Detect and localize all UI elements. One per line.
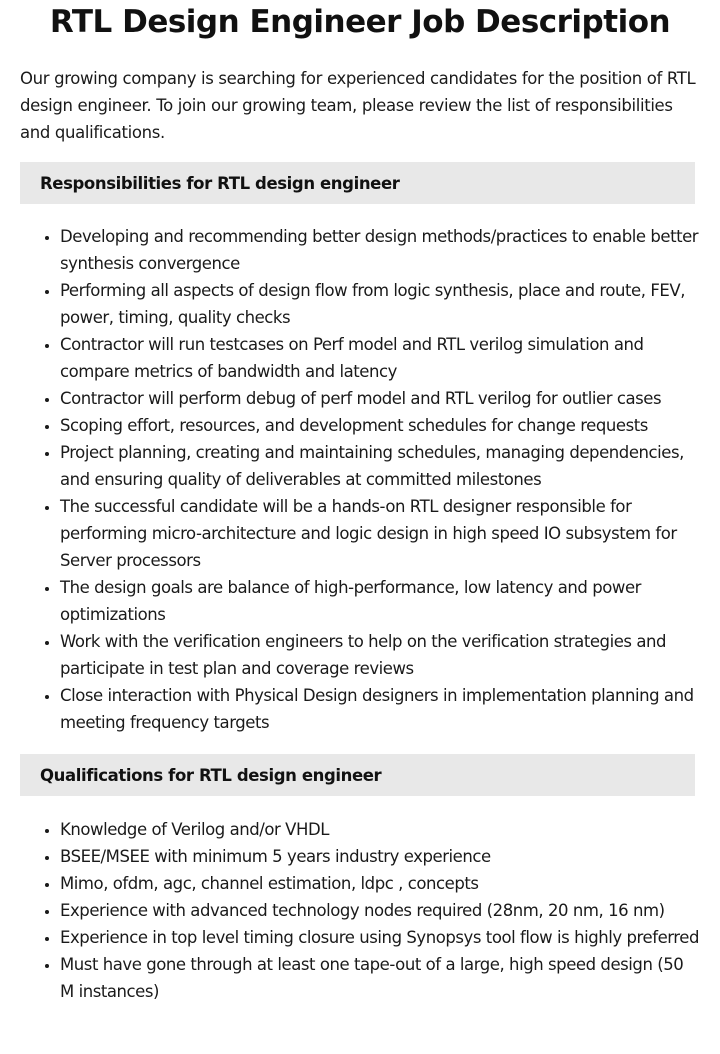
list-item: • Contractor will perform debug of perf model and RTL verilog for outlier cases [60,385,700,412]
list-item: • Must have gone through at least one tape-out of a large, high speed design (50 M instances) [60,951,700,1005]
intro-paragraph: Our growing company is searching for experienced candidates for the position of RTL design engineer. To join our growing team, please review the list of responsibilities and qualifications. [20,69,696,142]
list-item: • Mimo, ofdm, agc, channel estimation, ldpc , concepts [60,870,700,897]
list-item: • Contractor will run testcases on Perf model and RTL verilog simulation and compare metrics of bandwidth and latency [60,331,700,385]
list-item: • Performing all aspects of design flow from logic synthesis, place and route, FEV, power, timing, quality checks [60,277,700,331]
list-item: • Experience with advanced technology nodes required (28nm, 20 nm, 16 nm) [60,897,700,924]
responsibilities-heading: Responsibilities for RTL design engineer [20,162,695,204]
list-item: • Project planning, creating and maintaining schedules, managing dependencies, and ensuring quality of deliverables at committed milestones [60,439,700,493]
list-item: • BSEE/MSEE with minimum 5 years industry experience [60,843,700,870]
list-item: • Developing and recommending better design methods/practices to enable better synthesis convergence [60,223,700,277]
list-item: • The design goals are balance of high-performance, low latency and power optimizations [60,574,700,628]
page-title: RTL Design Engineer Job Description [49,4,671,40]
list-item: • Work with the verification engineers to help on the verification strategies and participate in test plan and coverage reviews [60,628,700,682]
list-item: • Knowledge of Verilog and/or VHDL [60,816,700,843]
list-item: • Experience in top level timing closure using Synopsys tool flow is highly preferred [60,924,700,951]
list-item: • Close interaction with Physical Design designers in implementation planning and meeting frequency targets [60,682,700,736]
qualifications-list [0,816,720,1005]
list-item: • Scoping effort, resources, and development schedules for change requests [60,412,700,439]
responsibilities-list [0,223,720,736]
list-item: • The successful candidate will be a hands-on RTL designer responsible for performing micro-architecture and logic design in high speed IO subsystem for Server processors [60,493,700,574]
qualifications-heading: Qualifications for RTL design engineer [20,754,695,796]
